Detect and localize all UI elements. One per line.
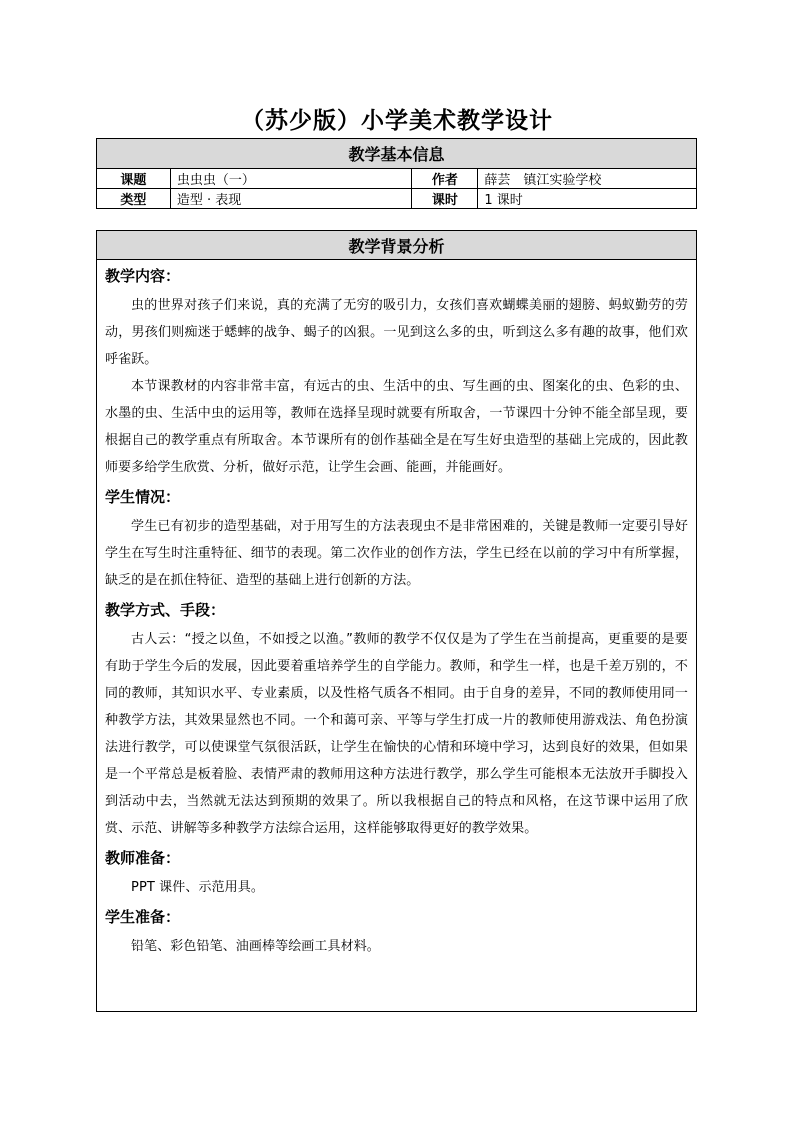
section-heading: 教学内容： (105, 267, 181, 285)
section-methods (105, 601, 688, 842)
paragraph: 古人云：“授之以鱼，不如授之以渔。”教师的教学不仅仅是为了学生在当前提高，更重要的是要有助于学生今后的发展，因此要着重培养学生的自学能力。教师，和学生一样，也是千差万别的，不同的教师，其知识水平、专业素质，以及性格气质各不相同。由于自身的差异，不同的教师使用同一种教学方法，其效果显然也不同。一个和蔼可亲、平等与学生打成一片的教师使用游戏法、角色扮演法进行教学，可以使课堂气氛很活跃，让学生在愉快的心情和环境中学习，达到良好的效果，但如果是一个平常总是板着脸、表情严肃的教师用这种方法进行教学，那么学生可能根本无法放开手脚投入到活动中去，当然就无法达到预期的效果了。所以我根据自己的特点和风格，在这节课中运用了欣赏、示范、讲解等多种教学方法综合运用，这样能够取得更好的教学效果。 (105, 632, 688, 836)
section-students (105, 488, 688, 594)
paragraph: 学生已有初步的造型基础，对于用写生的方法表现虫不是非常困难的，关键是教师一定要引导好学生在写生时注重特征、细节的表现。第二次作业的创作方法，学生已经在以前的学习中有所掌握，缺乏的是在抓住特征、造型的基础上进行创新的方法。 (105, 519, 688, 588)
paragraph: 铅笔、彩色铅笔、油画棒等绘画工具材料。 (131, 939, 380, 954)
author-label: 作者 (412, 169, 478, 189)
section-heading: 学生情况： (105, 488, 181, 506)
hours-value: 1 课时 (478, 189, 697, 209)
section-content (105, 267, 688, 481)
type-value: 造型 · 表现 (170, 189, 412, 209)
topic-value: 虫虫虫（一） (170, 169, 412, 189)
paragraph: 本节课教材的内容非常丰富，有远古的虫、生活中的虫、写生画的虫、图案化的虫、色彩的虫、水墨的虫、生活中虫的运用等，教师在选择呈现时就要有所取舍，一节课四十分钟不能全部呈现，要根据自己的教学重点有所取舍。本节课所有的创作基础全是在写生好虫造型的基础上完成的，因此教师要多给学生欣赏、分析，做好示范，让学生会画、能画，并能画好。 (105, 379, 688, 475)
section-heading: 教学方式、手段： (105, 601, 226, 619)
document-title: （苏少版）小学美术教学设计 (241, 108, 553, 134)
basic-info-header: 教学基本信息 (97, 139, 697, 169)
background-analysis-table (96, 230, 697, 1012)
section-heading: 学生准备： (105, 908, 181, 926)
type-label: 类型 (97, 189, 171, 209)
section-teacher-prep (105, 849, 688, 901)
section-student-prep (105, 908, 688, 960)
section-heading: 教师准备： (105, 849, 181, 867)
hours-label: 课时 (412, 189, 478, 209)
author-value: 薛芸 镇江实验学校 (478, 169, 697, 189)
basic-info-table (96, 138, 697, 209)
topic-label: 课题 (97, 169, 171, 189)
background-analysis-header: 教学背景分析 (97, 231, 697, 260)
paragraph: 虫的世界对孩子们来说，真的充满了无穷的吸引力，女孩们喜欢蝴蝶美丽的翅膀、蚂蚁勤劳的劳动，男孩们则痴迷于蟋蟀的战争、蝎子的凶狠。一见到这么多的虫，听到这么多有趣的故事，他们欢呼雀跃。 (105, 298, 688, 367)
paragraph: PPT 课件、示范用具。 (131, 880, 264, 895)
background-analysis-body (97, 260, 697, 1012)
